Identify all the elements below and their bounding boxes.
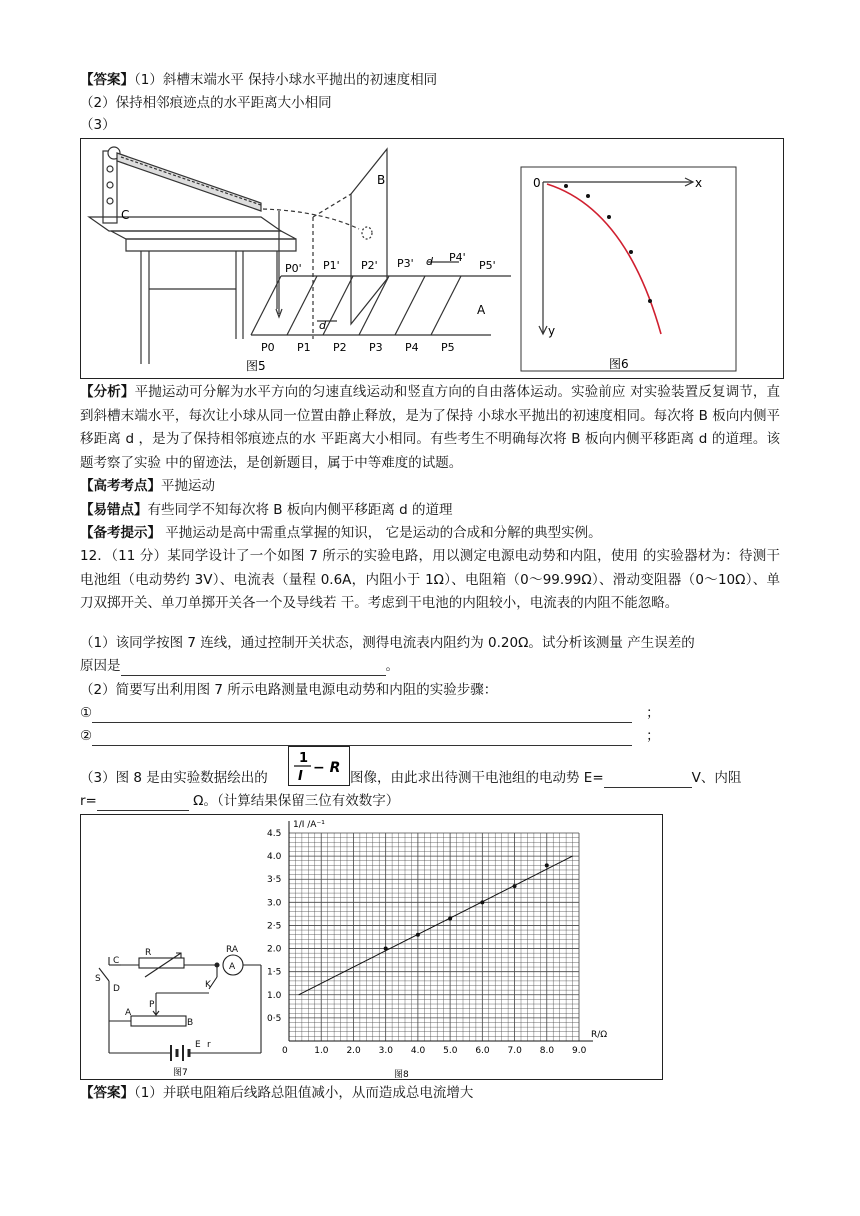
step1-semicolon: ； (646, 705, 660, 721)
label-p: P (149, 1000, 155, 1010)
point-label-p1: P1 (297, 341, 311, 354)
point-label-p4-prime: P4' (449, 251, 466, 264)
top-point-labels (285, 251, 496, 275)
stand-hole-3 (107, 198, 113, 204)
y-tick-label: 1·5 (267, 967, 282, 978)
x-tick-label: 0 (282, 1046, 288, 1056)
answer-blank-step2[interactable] (92, 729, 632, 746)
chute (117, 153, 261, 211)
floor-line-4 (395, 276, 425, 335)
label-d: D (113, 984, 120, 994)
exam-point-tag: 【高考考点】 (80, 478, 161, 494)
point-label-p0-prime: P0' (285, 262, 302, 275)
fig8-x-axis-label: R/Ω (591, 1030, 608, 1040)
fig6-point-1 (564, 184, 568, 188)
label-e: E (195, 1040, 201, 1050)
board-b-mark (362, 227, 372, 239)
y-tick-label: 4.0 (267, 852, 282, 863)
figure-5-6-svg (81, 139, 783, 378)
analysis-tag: 【分析】 (80, 384, 135, 400)
q12-intro: 12．（11 分）某同学设计了一个如图 7 所示的实验电路，用以测定电源电动势和内阻，使用 的实验器材为：待测干电池组（电动势约 3V）、电流表（量程 0.6A，内阻小于 1Ω）、电阻箱（0～99.99Ω）、滑动变阻器（0～10Ω）、单刀双掷开关、单刀单掷开关各一个及导线若 干。考虑到干电池的内阻较小，电流表的内阻不能忽略。 (80, 548, 780, 611)
fig6-box (521, 167, 736, 371)
floor-line-3 (359, 276, 389, 335)
label-c: C (121, 208, 130, 222)
tip-tag: 【备考提示】 (80, 525, 161, 541)
fig6-points (564, 184, 652, 303)
final-answer-line (80, 1083, 473, 1103)
final-answer-text: （1）并联电阻箱后线路总阻值减小，从而造成总电流增大 (134, 1085, 474, 1101)
data-point (448, 917, 452, 921)
fig6-x-label: x (695, 176, 703, 190)
label-b-end: B (187, 1018, 194, 1028)
floor-line-5 (431, 276, 461, 335)
rheostat (131, 1016, 186, 1026)
floor-line-1 (287, 276, 317, 335)
y-tick-label: 2·5 (267, 921, 282, 932)
point-label-p0: P0 (261, 341, 275, 354)
label-d-bottom: d (319, 319, 326, 332)
q12-part3-emf-line (350, 768, 741, 788)
x-tick-label: 9.0 (572, 1046, 587, 1056)
q12-part3-resistance-label: V、内阻 (691, 770, 742, 786)
tip-text: 平抛运动是高中需重点掌握的知识， 它是运动的合成和分解的典型实例。 (161, 525, 602, 541)
figure-7-8-svg (81, 815, 662, 1079)
q12-part3-label: （3）图 8 是由实验数据绘出的 (80, 770, 268, 786)
y-tick-label: 0·5 (267, 1013, 282, 1024)
point-label-p3-prime: P3' (397, 257, 414, 270)
y-tick-label: 2.0 (267, 944, 282, 955)
answer-line-3: （3） (80, 117, 116, 133)
fraction-numerator: 1 (299, 751, 309, 766)
step2-marker: ② (80, 728, 93, 744)
label-r: R (145, 948, 152, 958)
point-label-p5-prime: P5' (479, 259, 496, 272)
bottom-point-labels (261, 341, 455, 354)
fraction-denominator: I (298, 769, 303, 784)
label-ammeter: A (229, 962, 236, 972)
data-point (513, 884, 517, 888)
floor-line-2 (323, 276, 353, 335)
figure-8-chart (267, 821, 593, 1056)
label-c-switch: C (113, 956, 120, 966)
label-k: K (205, 980, 211, 990)
x-tick-label: 5.0 (443, 1046, 458, 1056)
point-label-p2: P2 (333, 341, 347, 354)
figure-5-drawing (89, 147, 511, 364)
fig8-y-axis-label: 1/I /A⁻¹ (293, 820, 325, 830)
analysis-text: 平抛运动可分解为水平方向的匀速直线运动和竖直方向的自由落体运动。实验前应 对实验装置反复调节，直到斜槽末端水平，每次让小球从同一位置由静止释放，是为了保持 小球水平抛出的初速度相同。每次将 B 板向内侧平移距离 d ，是为了保持相邻痕迹点的水 平距离大小相同。有些考生不明确每次将 B 板向内侧平移距离 d 的道理。该题考察了实验 中的留迹法，是创新题目，属于中等难度的试题。 (80, 384, 781, 471)
q12-part3-r-tail: Ω。（计算结果保留三位有效数字） (188, 793, 400, 809)
fig6-y-label: y (548, 324, 556, 338)
label-r-internal: r (207, 1040, 211, 1050)
trajectory (263, 209, 359, 229)
data-point (384, 947, 388, 951)
figure-5-6-frame (80, 138, 784, 379)
label-s: S (95, 974, 101, 984)
answer-blank-reason[interactable] (121, 659, 386, 676)
step2-semicolon: ； (646, 728, 660, 744)
mistake-text: 有些同学不知每次将 B 板向内侧平移距离 d 的道理 (147, 502, 453, 518)
data-point (416, 933, 420, 937)
stand-hole-2 (107, 182, 113, 188)
y-tick-label: 4.5 (267, 829, 282, 839)
y-tick-label: 3.0 (267, 898, 282, 909)
q12-part3-r-label: r= (80, 793, 97, 809)
final-answer-tag: 【答案】 (80, 1085, 134, 1101)
y-tick-label: 1.0 (267, 990, 282, 1001)
table-board (111, 231, 296, 239)
step1-marker: ① (80, 705, 93, 721)
point-label-p2-prime: P2' (361, 259, 378, 272)
mistake-tag: 【易错点】 (80, 502, 148, 518)
fig6-curve (547, 184, 661, 334)
fig7-caption: 图7 (173, 1068, 188, 1078)
q12-part1-reason-label: 原因是 (80, 658, 121, 674)
circuit-diagram (99, 953, 261, 1061)
fraction-rest: − R (313, 760, 341, 776)
x-tick-label: 4.0 (410, 1046, 426, 1056)
x-tick-label: 1.0 (314, 1046, 329, 1056)
data-point (545, 863, 549, 867)
q12-step2-line (80, 726, 660, 746)
label-ra: RA (226, 945, 239, 955)
point-label-p4: P4 (405, 341, 419, 354)
fig6-point-4 (629, 250, 633, 254)
x-tick-label: 6.0 (475, 1046, 490, 1056)
q12-part3-r-line (80, 791, 399, 811)
x-tick-label: 8.0 (539, 1046, 555, 1056)
fig6-origin: 0 (533, 176, 541, 190)
q12-part1-period: 。 (385, 658, 399, 674)
fig6-point-2 (586, 194, 590, 198)
data-point (480, 900, 484, 904)
figure-7-8-frame (80, 814, 663, 1080)
label-d-top: d (426, 255, 433, 268)
q12-part1-line: （1）该同学按图 7 连线，通过控制开关状态，测得电流表内阻约为 0.20Ω。试分析该测量 产生误差的 (80, 635, 695, 651)
exam-point-line (80, 476, 215, 496)
q12-step1-line (80, 703, 660, 723)
circuit-labels (95, 945, 239, 1050)
fig8-caption: 图8 (394, 1070, 409, 1079)
answer-blank-emf[interactable] (604, 771, 692, 788)
answer-blank-resistance[interactable] (97, 794, 189, 811)
stand-c (103, 151, 117, 223)
fraction-formula-svg (289, 747, 349, 785)
answer-blank-step1[interactable] (92, 706, 632, 723)
label-b: B (377, 173, 386, 187)
table-top (89, 217, 281, 231)
q12-part2-line: （2）简要写出利用图 7 所示电路测量电源电动势和内阻的实验步骤： (80, 682, 498, 698)
fig6-point-5 (648, 299, 652, 303)
answer-line-1 (80, 70, 437, 90)
point-label-p5: P5 (441, 341, 455, 354)
analysis-paragraph (80, 381, 780, 475)
label-a: A (477, 303, 486, 317)
answer-tag: 【答案】 (80, 72, 134, 88)
x-tick-label: 3.0 (378, 1046, 393, 1056)
label-a-end: A (125, 1008, 132, 1018)
answer-line-2: （2）保持相邻痕迹点的水平距离大小相同 (80, 95, 332, 111)
fig6-caption: 图6 (609, 357, 629, 371)
x-tick-label: 7.0 (507, 1046, 522, 1056)
point-label-p1-prime: P1' (323, 259, 340, 272)
exam-point-text: 平抛运动 (161, 478, 215, 494)
fraction-formula-box (288, 746, 350, 786)
fig6-point-3 (607, 215, 611, 219)
fig6-axes (539, 178, 693, 334)
fig5-caption: 图5 (246, 359, 266, 373)
tip-line (80, 523, 602, 543)
x-tick-label: 2.0 (346, 1046, 361, 1056)
mistake-line (80, 500, 453, 520)
q12-part3-emf-text: 图像，由此求出待测干电池组的电动势 E= (350, 770, 604, 786)
point-label-p3: P3 (369, 341, 383, 354)
table-edge (126, 239, 296, 251)
stand-hole-1 (107, 166, 113, 172)
answer-text-1: （1）斜槽末端水平 保持小球水平抛出的初速度相同 (134, 72, 438, 88)
y-tick-label: 3·5 (267, 875, 282, 886)
q12-part1-reason-line (80, 656, 399, 676)
